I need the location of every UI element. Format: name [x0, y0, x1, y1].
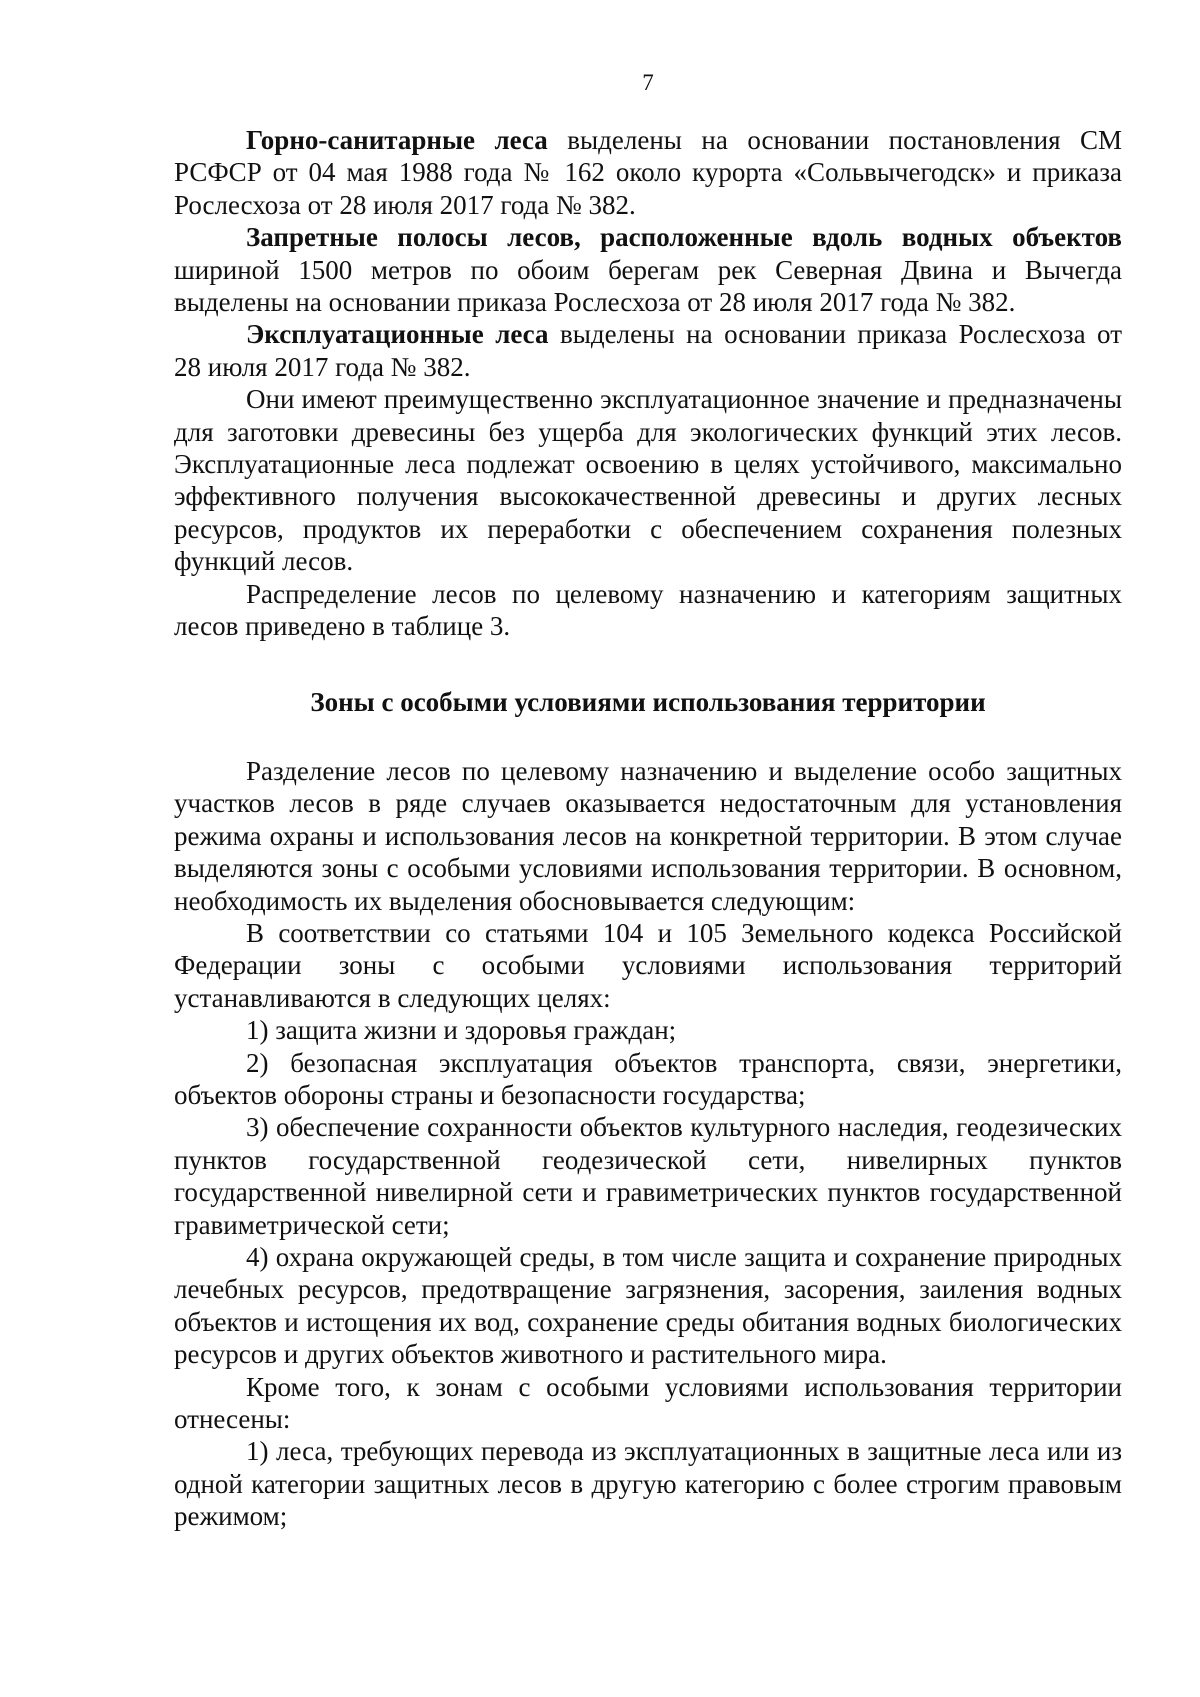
list-item-additional-1: 1) леса, требующих перевода из эксплуатационных в защитные леса или из одной категории защитных лесов в другую категорию с более строгим правовым режимом;	[174, 1436, 1122, 1532]
paragraph-text: шириной 1500 метров по обоим берегам рек Северная Двина и Вычегда выделены на основании приказа Рослесхоза от 28 июля 2017 года № 382.	[174, 254, 1122, 318]
paragraph-exploitation-forests	[174, 318, 1122, 383]
term-exploitation-forests: Эксплуатационные леса	[246, 319, 549, 350]
paragraph-distribution-table-ref	[174, 578, 1122, 643]
paragraph-land-code: В соответствии со статьями 104 и 105 Земельного кодекса Российской Федерации зоны с особыми условиями использования территорий устанавливаются в следующих целях:	[174, 917, 1122, 1013]
paragraph-additional-zones: Кроме того, к зонам с особыми условиями использования территории отнесены:	[174, 1371, 1122, 1435]
paragraph-prohibited-strips	[174, 221, 1122, 318]
list-item-4: 4) охрана окружающей среды, в том числе защита и сохранение природных лечебных ресурсов, предотвращение загрязнения, засорения, заиления водных объектов и истощения их вод, сохранение среды обитания водных биологических ресурсов и других объектов животного и растительного мира.	[174, 1242, 1122, 1370]
term-mountain-sanitary-forests: Горно-санитарные леса	[246, 125, 548, 155]
paragraph-mountain-sanitary-forests	[174, 124, 1122, 221]
paragraph-exploitation-purpose	[174, 383, 1122, 577]
paragraph-zones-intro: Разделение лесов по целевому назначению и выделение особо защитных участков лесов в ряде случаев оказывается недостаточным для установления режима охраны и использования лесов на конкретной территории. В этом случае выделяются зоны с особыми условиями использования территории. В основном, необходимость их выделения обосновывается следующим:	[174, 755, 1122, 916]
list-item-2: 2) безопасная эксплуатация объектов транспорта, связи, энергетики, объектов обороны страны и безопасности государства;	[174, 1047, 1122, 1110]
page-number: 7	[642, 70, 654, 95]
paragraph-text: Распределение лесов по целевому назначению и категориям защитных лесов приведено в таблице 3.	[174, 578, 1122, 642]
paragraph-text: Они имеют преимущественно эксплуатационное значение и предназначены для заготовки древесины без ущерба для экологических функций этих лесов. Эксплуатационные леса подлежат освоению в целях устойчивого, максимально эффективного получения высококачественной древесины и других лесных ресурсов, продуктов их переработки с обеспечением сохранения полезных функций лесов.	[174, 384, 1122, 577]
list-item-3: 3) обеспечение сохранности объектов культурного наследия, геодезических пунктов государственной геодезической сети, нивелирных пунктов государственной нивелирной сети и гравиметрических пунктов государственной гравиметрической сети;	[174, 1112, 1122, 1240]
section-heading: Зоны с особыми условиями использования территории	[310, 686, 986, 717]
term-prohibited-strips: Запретные полосы лесов, расположенные вдоль водных объектов	[246, 222, 1122, 253]
list-item-1: 1) защита жизни и здоровья граждан;	[246, 1015, 677, 1046]
document-page	[174, 68, 1122, 1533]
paragraph-text: выделены на основании постановления СМ РСФСР от 04 мая 1988 года № 162 около курорта «Сольвычегодск» и приказа Рослесхоза от 28 июля 2017 года № 382.	[174, 125, 1122, 220]
paragraph-text: выделены на основании приказа Рослесхоза от 28 июля 2017 года № 382.	[174, 319, 1122, 382]
